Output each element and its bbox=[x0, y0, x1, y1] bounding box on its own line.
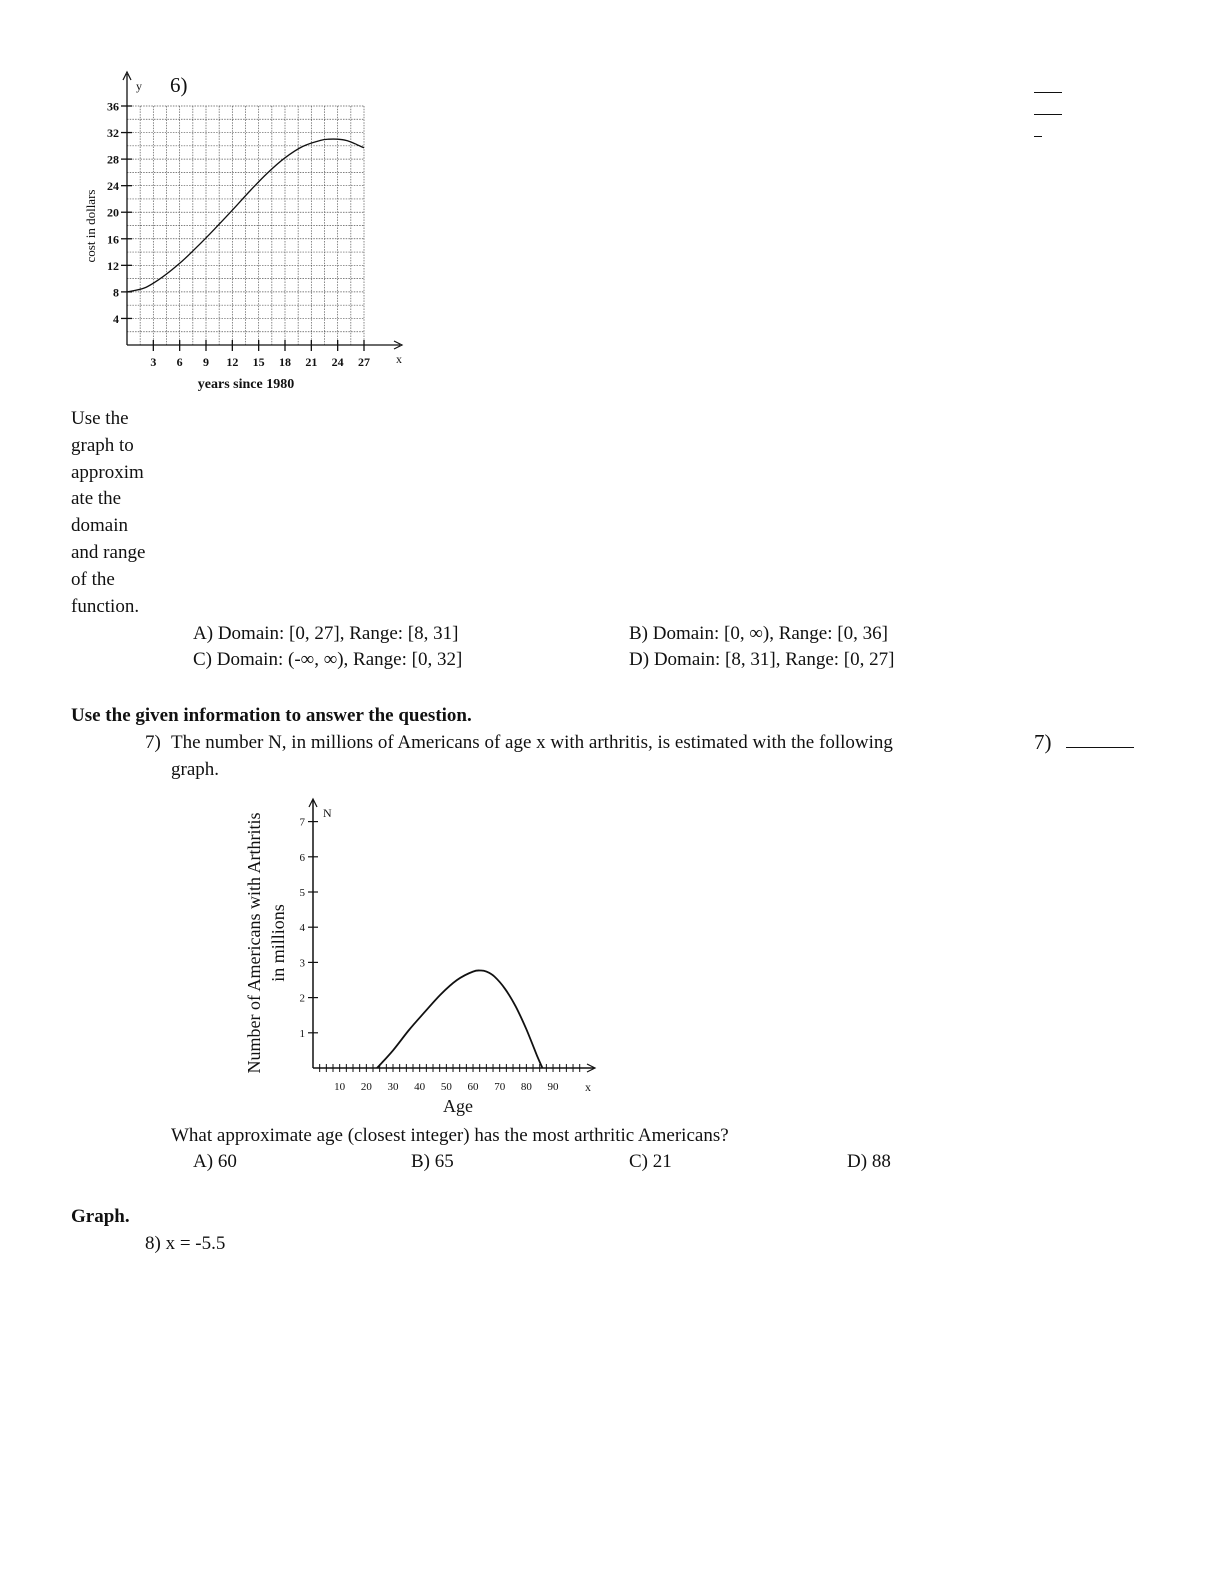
x-tick-label: 21 bbox=[305, 355, 318, 369]
choice-text: 60 bbox=[217, 1151, 237, 1172]
choice-text: Domain: [8, 31], Range: [0, 27] bbox=[653, 649, 895, 670]
q7-number: 7) bbox=[145, 732, 161, 753]
q7-choice-a[interactable] bbox=[193, 1148, 237, 1175]
choice-letter: A) bbox=[193, 623, 214, 644]
y-tick-label: 3 bbox=[299, 957, 305, 970]
y-tick-label: 32 bbox=[107, 126, 119, 141]
y-tick-label: 7 bbox=[299, 816, 305, 829]
y-tick-label: 2 bbox=[299, 992, 305, 1005]
x-tick-label: 6 bbox=[176, 355, 183, 369]
choice-letter: D) bbox=[629, 649, 650, 670]
x-tick-label: 27 bbox=[358, 355, 370, 369]
choice-text: 21 bbox=[652, 1151, 672, 1172]
y-tick-label: 6 bbox=[299, 851, 305, 864]
choice-text: 88 bbox=[871, 1151, 891, 1172]
q6-choice-b[interactable] bbox=[629, 620, 888, 647]
x-tick-label: 80 bbox=[520, 1081, 532, 1093]
x-tick-label: 50 bbox=[440, 1081, 452, 1093]
y-tick-label: 4 bbox=[113, 311, 119, 326]
choice-letter: D) bbox=[847, 1151, 868, 1172]
choice-letter: C) bbox=[629, 1151, 648, 1172]
q7-stem-line-2: graph. bbox=[171, 759, 220, 780]
x-tick-label: 70 bbox=[494, 1081, 506, 1093]
arthritis-chart-y-label-line-2: in millions bbox=[268, 904, 288, 982]
q7-choice-c[interactable] bbox=[629, 1148, 672, 1175]
x-tick-label: 10 bbox=[334, 1081, 346, 1093]
choice-letter: C) bbox=[193, 649, 212, 670]
section-heading-info: Use the given information to answer the question. bbox=[71, 705, 472, 726]
q8-text: x = -5.5 bbox=[165, 1233, 226, 1254]
q7-stem-line-1: The number N, in millions of Americans of age x with arthritis, is estimated with the following bbox=[171, 732, 893, 753]
arthritis-chart-x-axis-name: x bbox=[585, 1080, 591, 1094]
y-tick-label: 1 bbox=[299, 1027, 305, 1040]
y-tick-label: 36 bbox=[107, 99, 119, 114]
x-tick-label: 20 bbox=[360, 1081, 372, 1093]
x-tick-label: 90 bbox=[547, 1081, 559, 1093]
choice-letter: B) bbox=[629, 623, 648, 644]
y-tick-label: 16 bbox=[107, 232, 119, 247]
y-tick-label: 4 bbox=[299, 922, 305, 935]
x-tick-label: 12 bbox=[226, 355, 239, 369]
stem-line: domain bbox=[71, 515, 128, 537]
answer-blank-line[interactable] bbox=[1034, 92, 1062, 93]
x-tick-label: 15 bbox=[252, 355, 265, 369]
y-tick-label: 28 bbox=[107, 152, 119, 167]
x-tick-label: 3 bbox=[150, 355, 157, 369]
choice-text: Domain: [0, 27], Range: [8, 31] bbox=[217, 623, 459, 644]
x-tick-label: 18 bbox=[279, 355, 291, 369]
stem-line: of the bbox=[71, 568, 115, 590]
answer-blank-line[interactable] bbox=[1034, 136, 1042, 137]
y-tick-label: 8 bbox=[113, 285, 119, 300]
q7-choice-d[interactable] bbox=[847, 1148, 891, 1175]
x-tick-label: 40 bbox=[414, 1081, 426, 1093]
answer-blank-line[interactable] bbox=[1034, 114, 1062, 115]
choice-text: Domain: (-∞, ∞), Range: [0, 32] bbox=[216, 649, 463, 670]
section-heading-graph: Graph. bbox=[71, 1206, 130, 1227]
q8-number: 8) bbox=[145, 1233, 161, 1254]
stem-line: approxim bbox=[71, 461, 144, 483]
arthritis-chart-axes bbox=[309, 799, 595, 1072]
q6-number: 6) bbox=[170, 73, 188, 97]
q7-choice-b[interactable] bbox=[411, 1148, 454, 1175]
x-tick-label: 9 bbox=[203, 355, 209, 369]
cost-chart-x-label: years since 1980 bbox=[197, 377, 295, 392]
stem-line: function. bbox=[71, 595, 140, 617]
x-tick-label: 30 bbox=[387, 1081, 399, 1093]
q6-choice-d[interactable] bbox=[629, 646, 894, 673]
stem-line: Use the bbox=[71, 408, 129, 429]
arthritis-chart-y-axis-name: N bbox=[323, 806, 332, 820]
arthritis-curve bbox=[377, 970, 542, 1068]
y-tick-label: 20 bbox=[107, 205, 119, 220]
cost-chart-x-axis-name: x bbox=[396, 352, 402, 366]
q7-answer-label: 7) bbox=[1034, 730, 1052, 754]
choice-letter: A) bbox=[193, 1151, 214, 1172]
q8-item bbox=[145, 1230, 225, 1257]
q7-question: What approximate age (closest integer) has the most arthritic Americans? bbox=[171, 1125, 729, 1146]
x-tick-label: 60 bbox=[467, 1081, 479, 1093]
choice-letter: B) bbox=[411, 1151, 430, 1172]
cost-chart-y-label: cost in dollars bbox=[83, 189, 98, 263]
arthritis-chart-x-label: Age bbox=[443, 1096, 473, 1116]
arthritis-chart bbox=[0, 0, 620, 1130]
stem-line: graph to bbox=[71, 434, 134, 456]
cost-chart-y-axis-name: y bbox=[136, 79, 142, 93]
arthritis-chart-y-label-line-1: Number of Americans with Arthritis bbox=[244, 812, 264, 1074]
y-tick-label: 24 bbox=[107, 179, 119, 194]
stem-line: and range bbox=[71, 541, 146, 563]
y-tick-label: 5 bbox=[299, 887, 305, 899]
arthritis-chart-y-ticks bbox=[300, 817, 319, 1040]
x-tick-label: 24 bbox=[331, 355, 344, 369]
stem-line: ate the bbox=[71, 488, 122, 510]
y-tick-label: 12 bbox=[107, 258, 119, 273]
choice-text: 65 bbox=[434, 1151, 454, 1172]
choice-text: Domain: [0, ∞), Range: [0, 36] bbox=[652, 623, 888, 644]
q7-answer-blank[interactable] bbox=[1066, 747, 1134, 748]
